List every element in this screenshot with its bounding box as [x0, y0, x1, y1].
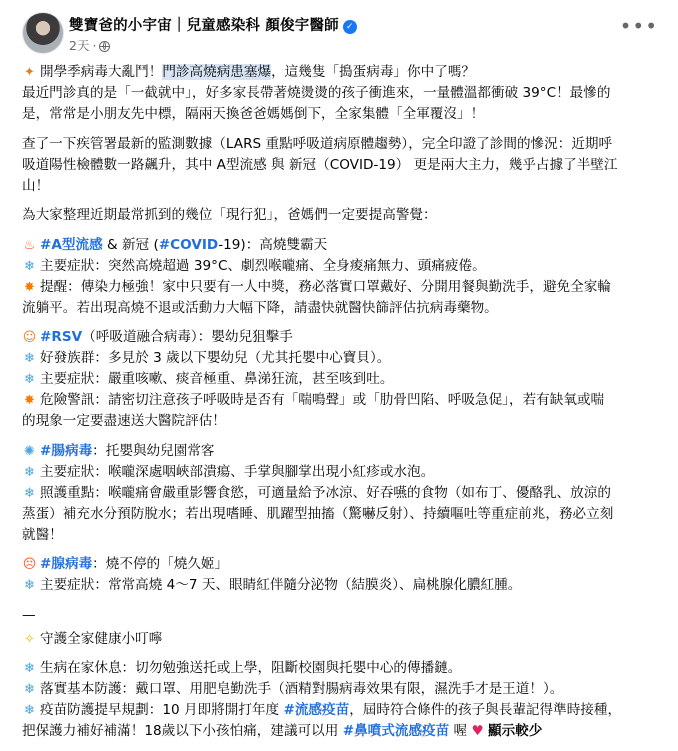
summary-line: 為大家整理近期最常抓到的幾位「現行犯」，爸媽們一定要提高警覺：	[22, 207, 437, 223]
intro-line: 是，常常是小朋友先中標，隔兩天換爸爸媽媽倒下，全家集體「全軍覆沒」！	[22, 106, 485, 122]
baby-icon: ☺	[22, 330, 37, 345]
surveillance-line: 山！	[22, 177, 50, 194]
flu-reminder-text: 流躺平。若出現高燒不退或活動力大幅下降，請盡快就醫快篩評估抗病毒藥物。	[22, 299, 498, 316]
adeno-symptom-text: 主要症狀：常常高燒 4～7 天、眼睛紅伴隨分泌物（結膜炎）、扁桃腺化膿紅腫。	[40, 577, 522, 593]
section-title-text: ：托嬰與幼兒園常客	[92, 442, 215, 459]
hashtag-rsv[interactable]: #RSV	[40, 329, 83, 345]
rsv-symptom-text: 主要症狀：嚴重咳嗽、痰音極重、鼻涕狂流，甚至咳到吐。	[40, 371, 394, 387]
post-meta	[69, 36, 110, 54]
snowflake-bullet-icon: ❄	[24, 351, 35, 366]
hashtag-enterovirus[interactable]: #腸病毒	[40, 442, 93, 459]
tip-text: ，屆時符合條件的孩子與長輩記得準時接種，	[349, 702, 622, 718]
tip-text: 落實基本防護：戴口罩、用肥皂勤洗手（酒精對腸病毒效果有限，濕洗手才是王道！）。	[40, 681, 564, 697]
entero-care-text: 蒸蛋）補充水分預防脫水；若出現嗜睡、肌躍型抽搐（驚嚇反射）、持續嘔吐等重症前兆，務必立刻	[22, 505, 614, 522]
see-less-button[interactable]: 顯示較少	[488, 723, 543, 739]
section-title-text: （呼吸道融合病毒）：嬰幼兒狙擊手	[82, 329, 293, 345]
hashtag-covid[interactable]: #COVID	[158, 236, 219, 253]
post-header	[22, 12, 664, 56]
intro-line: 最近門診真的是「一截就中」，好多家長帶著燒燙燙的孩子衝進來，一量體溫都衝破 39°C！最慘的	[22, 85, 611, 101]
light-bulb-icon: ✧	[24, 631, 35, 647]
flu-reminder-text: 提醒：傳染力極強！家中只要有一人中獎，務必落實口罩戴好、分開用餐與勤洗手，避免全家輪	[40, 278, 611, 295]
snowflake-bullet-icon: ❄	[24, 703, 35, 718]
intro-paragraph	[22, 62, 666, 125]
divider: —	[22, 606, 36, 623]
surveillance-line: 吸道陽性檢體數一路飆升，其中 A型流感 與 新冠（COVID-19） 更是兩大主力，幾乎占據了半壁江	[22, 156, 618, 173]
meta-separator: ·	[92, 38, 97, 53]
entero-care-text: 照護重點：喉嚨痛會嚴重影響食慾，可適量給予冰涼、好吞嚥的食物（如布丁、優酪乳、放涼的	[40, 484, 611, 501]
intro-text: ，這幾隻「搗蛋病毒」你中了嗎？	[271, 64, 475, 80]
entero-symptom-text: 主要症狀：喉嚨深處咽峽部潰瘍、手掌與腳掌出現小紅疹或水泡。	[40, 463, 435, 480]
section-title-text: & 新冠 (	[102, 236, 159, 253]
flu-section	[22, 235, 666, 319]
entero-care-text: 就醫！	[22, 526, 63, 543]
snowflake-bullet-icon: ❄	[24, 372, 35, 387]
rsv-danger-text: 的現象一定要盡速送大醫院評估！	[22, 413, 226, 429]
tip-text: 疫苗防護提早規劃：10 月即將開打年度	[40, 702, 284, 718]
enterovirus-section	[22, 441, 666, 546]
verified-badge-icon: ✓	[343, 20, 357, 34]
post-timestamp[interactable]: 2天	[69, 38, 90, 53]
tips-title: 守護全家健康小叮嚀	[40, 630, 163, 647]
hashtag-flu-vaccine[interactable]: #流感疫苗	[283, 702, 350, 718]
snowflake-bullet-icon: ❄	[24, 464, 35, 480]
post-body	[22, 62, 666, 751]
rsv-danger-text: 危險警訊：請密切注意孩子呼吸時是否有「喘鳴聲」或「肋骨凹陷、呼吸急促」，若有缺氧或喘	[40, 392, 605, 408]
globe-icon	[99, 41, 110, 52]
hashtag-flu-a[interactable]: #A型流感	[40, 236, 103, 253]
hashtag-nasal-vaccine[interactable]: #鼻噴式流感疫苗	[342, 723, 450, 739]
section-title-text: ：燒不停的「燒久姬」	[92, 556, 229, 572]
summary-paragraph	[22, 205, 666, 226]
flu-symptom-text: 主要症狀：突然高燒超過 39°C、劇烈喉嚨痛、全身痠痛無力、頭痛疲倦。	[40, 257, 486, 274]
hashtag-adenovirus[interactable]: #腺病毒	[40, 556, 93, 572]
snowflake-bullet-icon: ❄	[24, 578, 35, 593]
avatar[interactable]	[22, 12, 64, 54]
tips-list	[22, 658, 666, 742]
surveillance-line: 查了一下疾管署最新的監測數據（LARS 重點呼吸道病原體趨勢），完全印證了診間的慘況：近期呼	[22, 135, 613, 152]
tip-text: 喔	[449, 723, 468, 739]
section-title-text: -19)：高燒雙霸天	[218, 236, 328, 253]
surveillance-paragraph	[22, 134, 666, 197]
snowflake-bullet-icon: ❄	[24, 258, 35, 274]
rsv-group-text: 好發族群：多見於 3 歲以下嬰幼兒（尤其托嬰中心寶貝）。	[40, 350, 391, 366]
rsv-section	[22, 327, 666, 432]
tip-text: 生病在家休息：切勿勉強送托或上學，阻斷校園與托嬰中心的傳播鏈。	[40, 660, 462, 676]
snowflake-bullet-icon: ❄	[24, 682, 35, 697]
sick-face-icon: ☹	[22, 557, 37, 572]
author-name[interactable]	[69, 14, 357, 35]
fire-icon: ♨	[23, 237, 36, 253]
germ-icon: ✺	[24, 443, 35, 459]
selected-text-highlight: 門診高燒病患塞爆	[162, 64, 272, 80]
party-popper-icon: ✦	[24, 65, 35, 80]
heart-icon: ♥	[467, 723, 488, 739]
tips-section	[22, 629, 666, 650]
snowflake-bullet-icon: ❄	[24, 485, 35, 501]
adenovirus-section	[22, 554, 666, 596]
snowflake-bullet-icon: ❄	[24, 661, 35, 676]
tip-text: 把保護力補好補滿！18歲以下小孩怕痛，建議可以用	[22, 723, 343, 739]
warning-sign-icon: ✸	[24, 279, 35, 295]
warning-sign-icon: ✸	[24, 393, 35, 408]
more-options-button[interactable]: •••	[619, 14, 658, 38]
author-name-text[interactable]: 雙寶爸的小宇宙｜兒童感染科 顏俊宇醫師	[69, 18, 339, 34]
intro-text: 開學季病毒大亂鬥！	[40, 64, 163, 80]
